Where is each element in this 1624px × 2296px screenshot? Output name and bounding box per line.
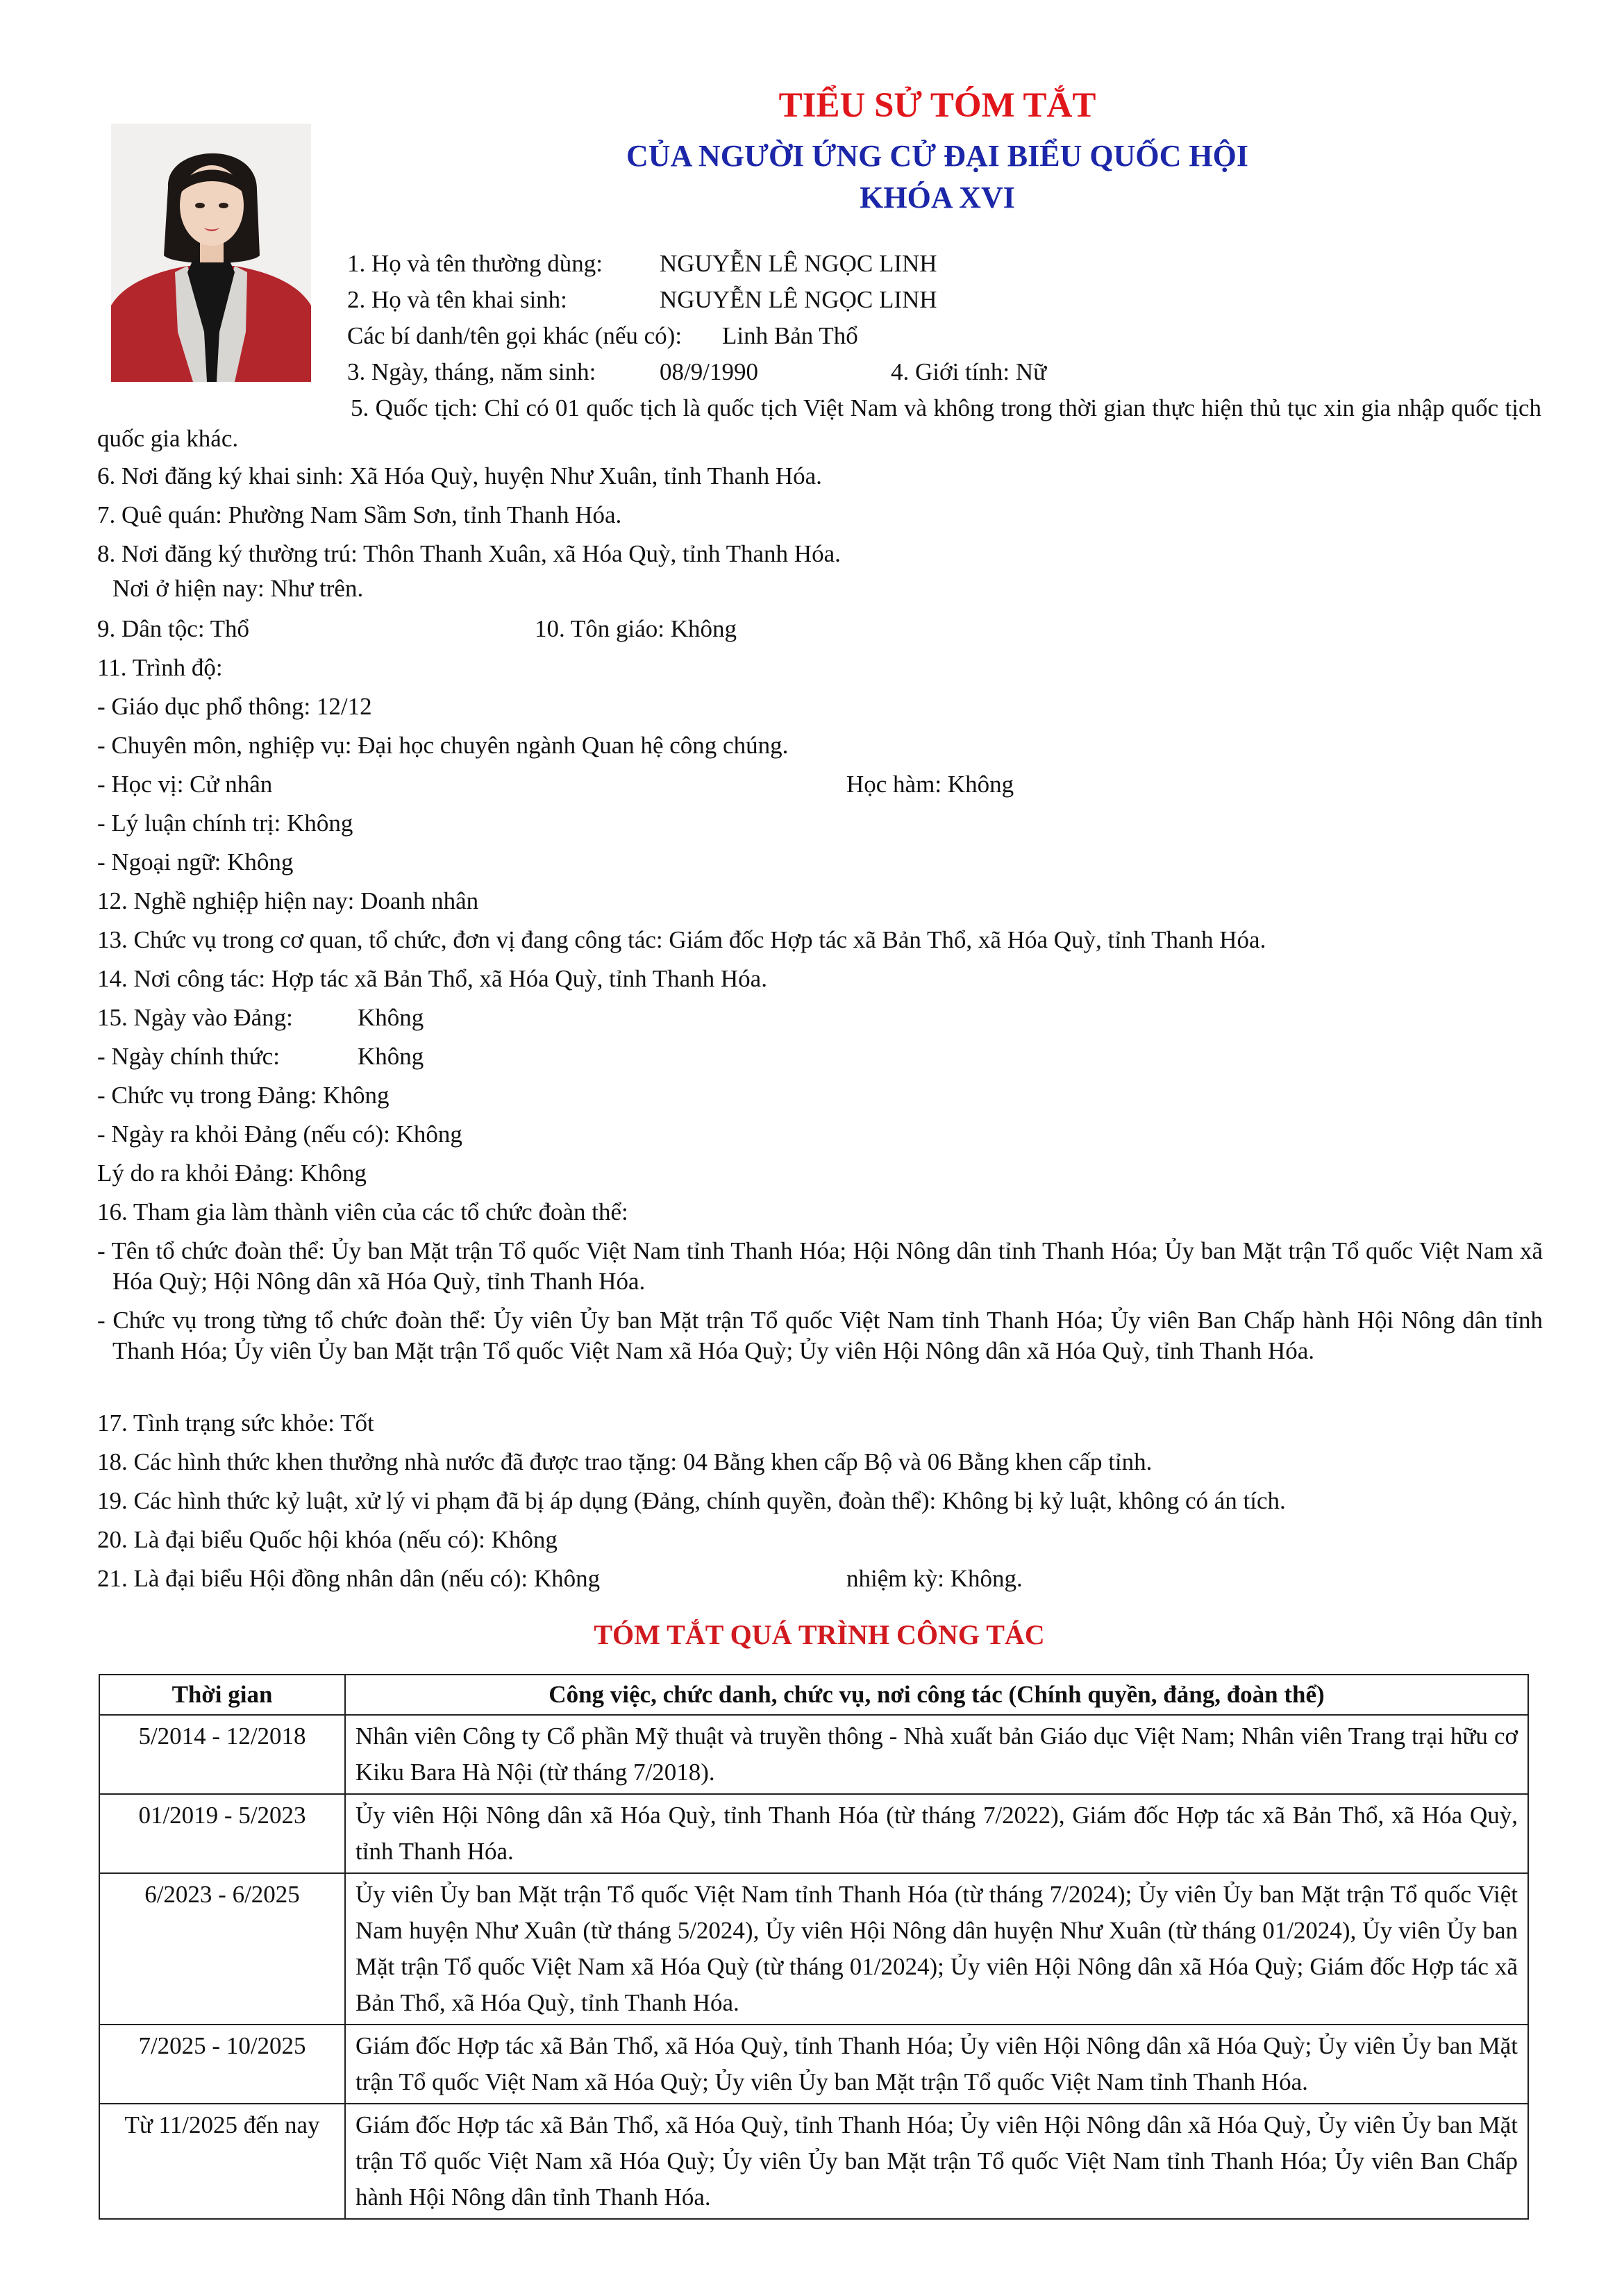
field-15-party-join-value: Không [358,1004,424,1031]
field-7-hometown: 7. Quê quán: Phường Nam Sầm Sơn, tỉnh Thanh Hóa. [97,501,622,528]
page-subtitle: CỦA NGƯỜI ỨNG CỬ ĐẠI BIỂU QUỐC HỘI [626,139,1248,173]
field-1-label: 1. Họ và tên thường dùng: [347,250,603,277]
row-time: 01/2019 - 5/2023 [99,1794,345,1873]
field-8-residence: 8. Nơi đăng ký thường trú: Thôn Thanh Xuân, xã Hóa Quỳ, tỉnh Thanh Hóa. [97,540,841,567]
field-20-na-delegate: 20. Là đại biểu Quốc hội khóa (nếu có): Không [97,1526,558,1553]
field-13-position: 13. Chức vụ trong cơ quan, tổ chức, đơn vị đang công tác: Giám đốc Hợp tác xã Bản Thổ, xã Hóa Quỳ, tỉnh Thanh Hóa. [97,926,1266,953]
table-row [99,1715,1528,1794]
field-15-official-date-value: Không [358,1043,424,1070]
field-11-education: 11. Trình độ: [97,654,223,681]
field-9-ethnicity: 9. Dân tộc: Thổ [97,615,250,642]
row-time: 6/2023 - 6/2025 [99,1873,345,2025]
work-history-table [99,1674,1529,2220]
field-16-organization-roles: - Chức vụ trong từng tổ chức đoàn thể: Ủy viên Ủy ban Mặt trận Tổ quốc Việt Nam tỉnh Thanh Hóa; Ủy viên Ban Chấp hành Hội Nông dân tỉnh Thanh Hóa; Ủy viên Ủy ban Mặt trận Tổ quốc Việt Nam xã Hóa Quỳ; Ủy viên Hội Nông dân xã Hóa Quỳ, tỉnh Thanh Hóa. [97,1307,1543,1364]
field-5-nationality [97,393,1541,454]
row-description: Ủy viên Ủy ban Mặt trận Tổ quốc Việt Nam tỉnh Thanh Hóa (từ tháng 7/2024); Ủy viên Ủy ban Mặt trận Tổ quốc Việt Nam huyện Như Xuân (từ tháng 5/2024), Ủy viên Hội Nông dân huyện Như Xuân (từ tháng 01/2024), Ủy viên Ủy ban Mặt trận Tổ quốc Việt Nam xã Hóa Quỳ (từ tháng 01/2024); Ủy viên Hội Nông dân xã Hóa Quỳ; Giám đốc Hợp tác xã Bản Thổ, xã Hóa Quỳ, tỉnh Thanh Hóa. [345,1873,1528,2025]
field-11-academic-title: Học hàm: Không [846,771,1014,798]
alias-value: Linh Bản Thổ [722,322,858,349]
table-row [99,2104,1528,2219]
field-3-value: 08/9/1990 [660,358,758,385]
table-row [99,1794,1528,1873]
field-14-workplace: 14. Nơi công tác: Hợp tác xã Bản Thổ, xã Hóa Quỳ, tỉnh Thanh Hóa. [97,965,767,992]
field-5-text: 5. Quốc tịch: Chỉ có 01 quốc tịch là quốc tịch Việt Nam và không trong thời gian thực hiện thủ tục xin gia nhập quốc tịch quốc gia khác. [97,394,1541,452]
row-description: Nhân viên Công ty Cổ phần Mỹ thuật và truyền thông - Nhà xuất bản Giáo dục Việt Nam; Nhân viên Trang trại hữu cơ Kiku Bara Hà Nội (từ tháng 7/2018). [345,1715,1528,1794]
field-18-awards: 18. Các hình thức khen thưởng nhà nước đã được trao tặng: 04 Bằng khen cấp Bộ và 06 Bằng khen cấp tỉnh. [97,1448,1153,1475]
row-time: 7/2025 - 10/2025 [99,2025,345,2104]
field-11-degree: - Học vị: Cử nhân [97,771,273,798]
field-15-party-position: - Chức vụ trong Đảng: Không [97,1082,390,1109]
field-12-occupation: 12. Nghề nghiệp hiện nay: Doanh nhân [97,887,479,914]
field-11-foreign-language: - Ngoại ngữ: Không [97,848,294,875]
field-16-organizations: 16. Tham gia làm thành viên của các tổ chức đoàn thể: [97,1198,628,1225]
alias-label: Các bí danh/tên gọi khác (nếu có): [347,322,683,349]
row-time: 5/2014 - 12/2018 [99,1715,345,1794]
field-6-birth-registration: 6. Nơi đăng ký khai sinh: Xã Hóa Quỳ, huyện Như Xuân, tỉnh Thanh Hóa. [97,462,822,489]
field-8-current-address: Nơi ở hiện nay: Như trên. [112,575,364,602]
column-header-time: Thời gian [99,1675,345,1715]
field-21-term: nhiệm kỳ: Không. [846,1565,1023,1592]
field-2-label: 2. Họ và tên khai sinh: [347,286,567,313]
field-4-gender: 4. Giới tính: Nữ [891,358,1047,385]
field-15-party-leave-date: - Ngày ra khỏi Đảng (nếu có): Không [97,1121,462,1148]
table-row [99,2025,1528,2104]
table-row [99,1873,1528,2025]
field-21-council-delegate: 21. Là đại biểu Hội đồng nhân dân (nếu có): Không [97,1565,601,1592]
row-description: Ủy viên Hội Nông dân xã Hóa Quỳ, tỉnh Thanh Hóa (từ tháng 7/2022), Giám đốc Hợp tác xã Bản Thổ, xã Hóa Quỳ, tỉnh Thanh Hóa. [345,1794,1528,1873]
field-2-value: NGUYỄN LÊ NGỌC LINH [660,286,937,313]
portrait-photo [111,124,311,382]
field-15-party-leave-reason: Lý do ra khỏi Đảng: Không [97,1159,367,1187]
table-header-row [99,1675,1528,1715]
field-11-political-theory: - Lý luận chính trị: Không [97,810,353,837]
field-3-label: 3. Ngày, tháng, năm sinh: [347,358,596,385]
work-history-title: TÓM TẮT QUÁ TRÌNH CÔNG TÁC [594,1619,1045,1650]
field-17-health: 17. Tình trạng sức khỏe: Tốt [97,1409,374,1436]
column-header-description: Công việc, chức danh, chức vụ, nơi công tác (Chính quyền, đảng, đoàn thể) [345,1675,1528,1715]
row-description: Giám đốc Hợp tác xã Bản Thổ, xã Hóa Quỳ, tỉnh Thanh Hóa; Ủy viên Hội Nông dân xã Hóa Quỳ, Ủy viên Ủy ban Mặt trận Tổ quốc Việt Nam xã Hóa Quỳ; Ủy viên Ủy ban Mặt trận Tổ quốc Việt Nam tỉnh Thanh Hóa; Ủy viên Ban Chấp hành Hội Nông dân tỉnh Thanh Hóa. [345,2104,1528,2219]
field-15-party-join-label: 15. Ngày vào Đảng: [97,1004,293,1031]
field-10-religion: 10. Tôn giáo: Không [535,615,737,642]
field-11-specialty: - Chuyên môn, nghiệp vụ: Đại học chuyên ngành Quan hệ công chúng. [97,732,789,759]
field-1-value: NGUYỄN LÊ NGỌC LINH [660,250,937,277]
row-description: Giám đốc Hợp tác xã Bản Thổ, xã Hóa Quỳ, tỉnh Thanh Hóa; Ủy viên Hội Nông dân xã Hóa Quỳ; Ủy viên Ủy ban Mặt trận Tổ quốc Việt Nam xã Hóa Quỳ; Ủy viên Ủy ban Mặt trận Tổ quốc Việt Nam tỉnh Thanh Hóa. [345,2025,1528,2104]
field-16-organization-names: - Tên tổ chức đoàn thể: Ủy ban Mặt trận Tổ quốc Việt Nam tỉnh Thanh Hóa; Hội Nông dân tỉnh Thanh Hóa; Ủy ban Mặt trận Tổ quốc Việt Nam xã Hóa Quỳ; Hội Nông dân xã Hóa Quỳ, tỉnh Thanh Hóa. [97,1237,1543,1295]
page-subtitle-term: KHÓA XVI [860,181,1015,215]
field-19-discipline: 19. Các hình thức kỷ luật, xử lý vi phạm đã bị áp dụng (Đảng, chính quyền, đoàn thể): Không bị kỷ luật, không có án tích. [97,1487,1286,1514]
portrait-illustration [111,124,311,382]
field-15-official-date-label: - Ngày chính thức: [97,1043,280,1070]
page-title: TIỂU SỬ TÓM TẮT [778,86,1096,125]
row-time: Từ 11/2025 đến nay [99,2104,345,2219]
field-11-general-education: - Giáo dục phổ thông: 12/12 [97,693,372,720]
